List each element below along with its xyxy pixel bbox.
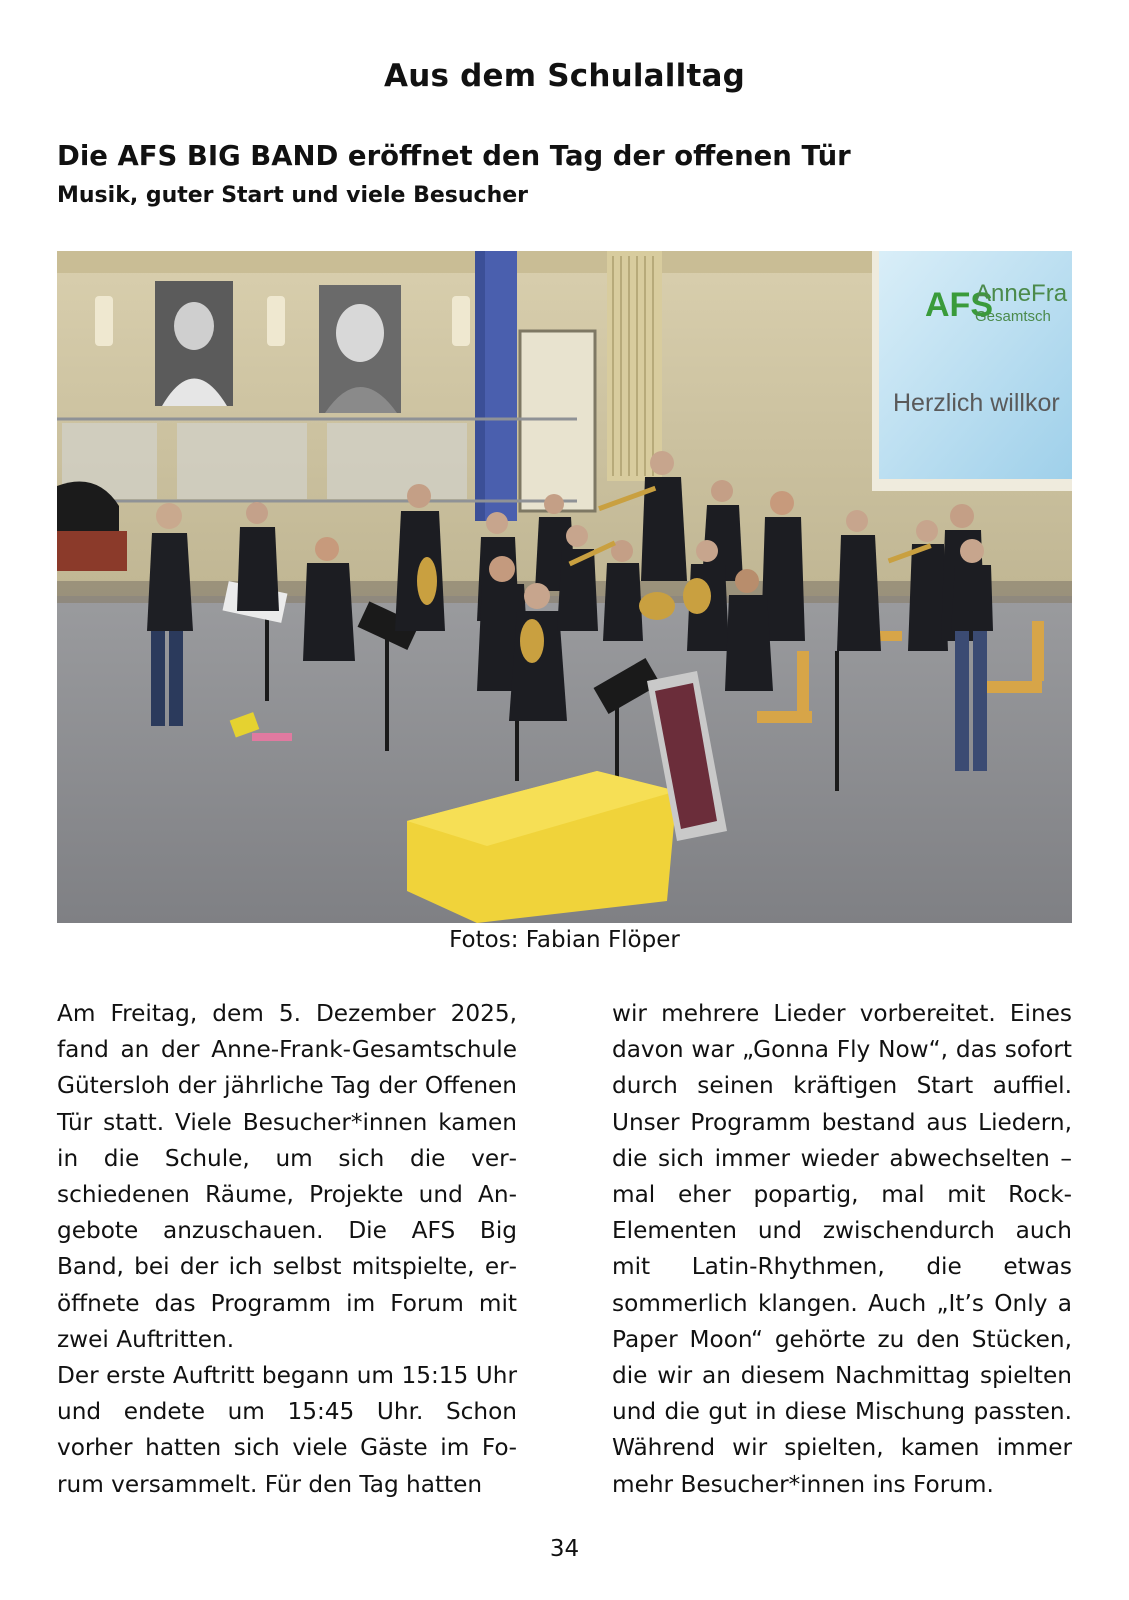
paragraph: wir mehrere Lieder vorbereitet. Eines davon war „Gonna Fly Now“, das sofort durch seinen kräftigen Start auffiel. Unser Programm bestand aus Liedern, die sich immer wieder abwechselten – mal eher popartig, mal mit Rock-Elementen und zwischendurch auch mit Latin-Rhythmen, die etwas sommerlich klangen. Auch „It’s Only a Paper Moon“ gehörte zu den Stücken, die wir an diesem Nachmittag spielten und die gut in diese Mischung passten. Während wir spielten, kamen immer mehr Besucher*innen ins Forum. (612, 1000, 1072, 1498)
paragraph: Am Freitag, dem 5. Dezember 2025, fand an der Anne-Frank-Gesamtschule Gütersloh der jährliche Tag der Offenen Tür statt. Viele Besucher*innen kamen in die Schule, um sich die verschiedenen Räume, Projekte und Angebote anzuschauen. Die AFS Big Band, bei der ich selbst mitspielte, eröffnete das Programm im Forum mit zwei Auftritten. (57, 1000, 517, 1353)
screen-title-text: AnneFra (975, 280, 1068, 307)
article-subheadline: Musik, guter Start und viele Besucher (57, 183, 529, 208)
band-photo (57, 251, 1072, 923)
section-title: Aus dem Schulalltag (384, 58, 745, 94)
screen-logo-text: AFS (925, 286, 993, 324)
screen-welcome-text: Herzlich willkor (893, 389, 1060, 417)
article-column-left (57, 996, 517, 1503)
article-column-right (612, 996, 1072, 1503)
article-headline: Die AFS BIG BAND eröffnet den Tag der offenen Tür (57, 140, 851, 172)
photo-caption: Fotos: Fabian Flöper (449, 927, 680, 953)
paragraph: Der erste Auftritt begann um 15:15 Uhr und endete um 15:45 Uhr. Schon vorher hatten sich viele Gäste im Forum versammelt. Für den Tag hatten (57, 1362, 517, 1498)
page-number: 34 (549, 1536, 580, 1562)
screen-subtitle-text: Gesamtsch (975, 308, 1051, 325)
